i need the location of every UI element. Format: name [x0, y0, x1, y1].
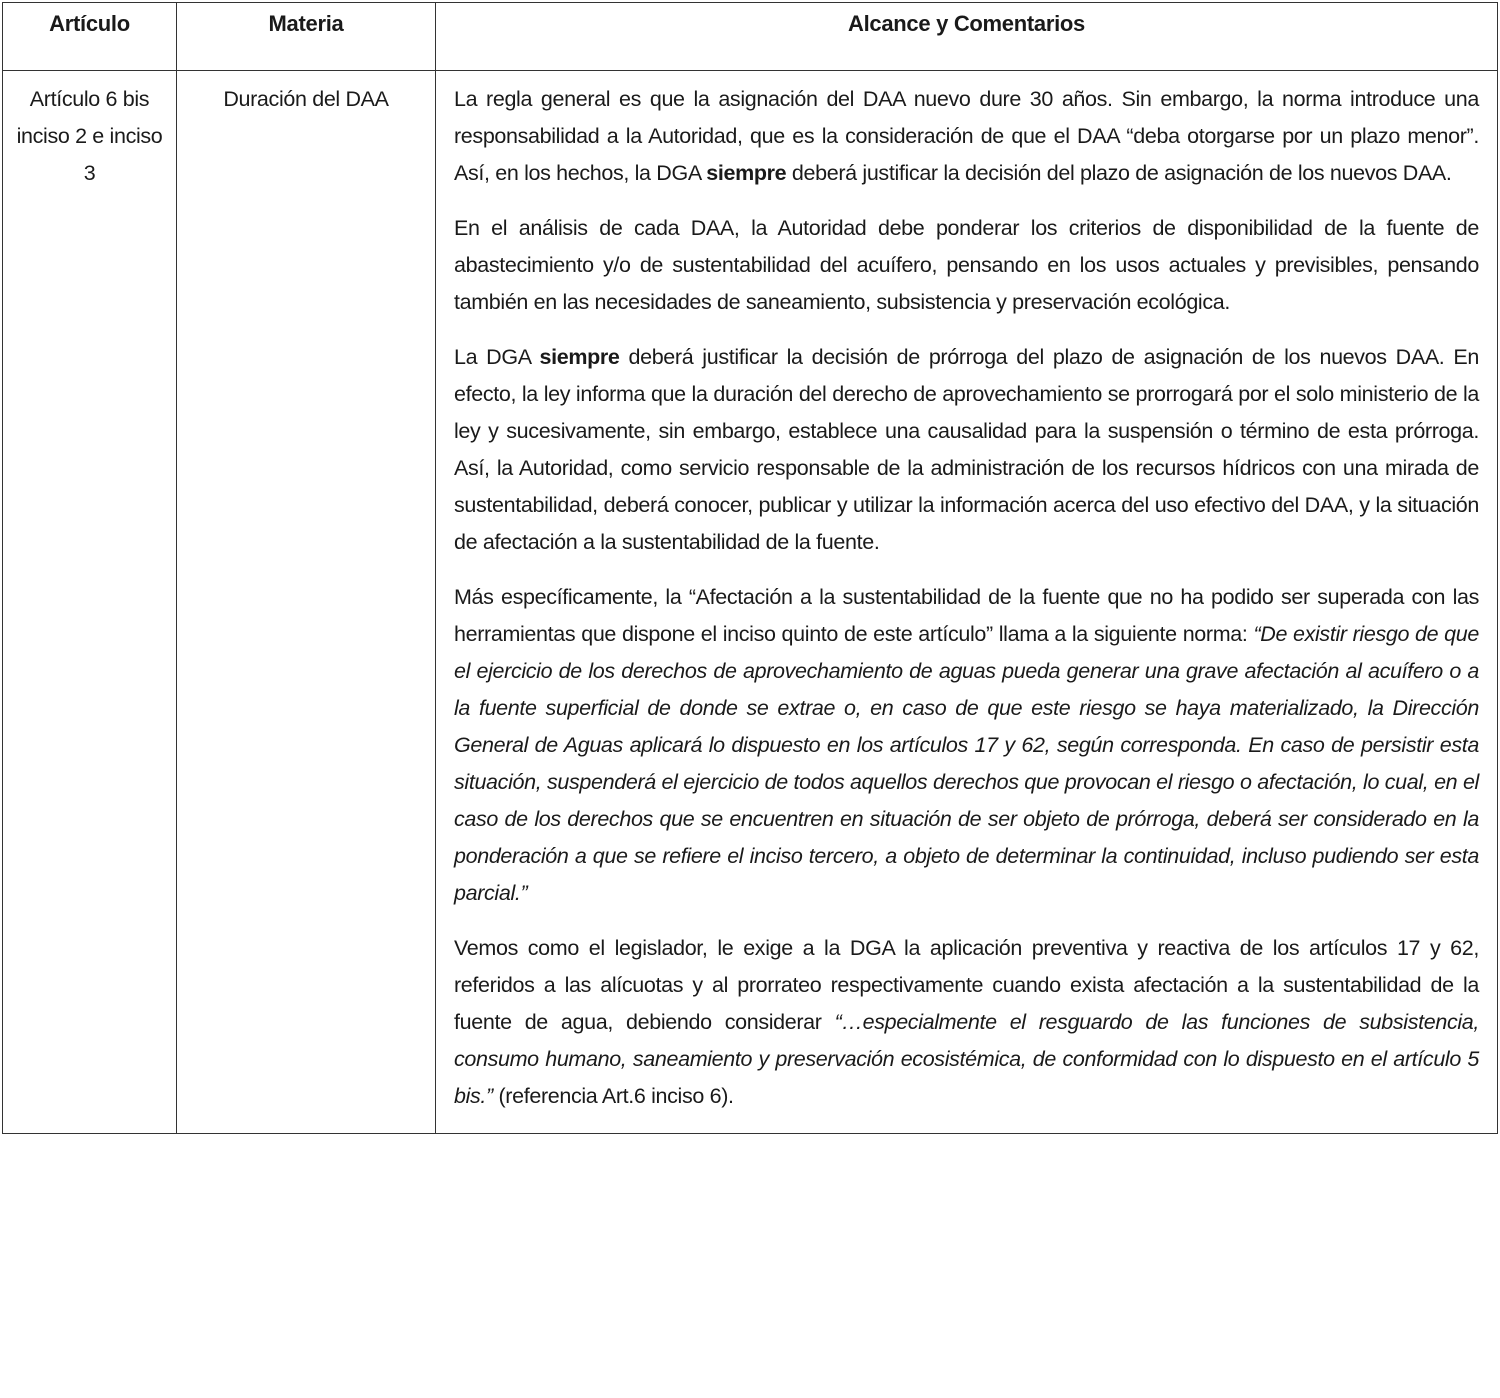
comment-paragraph: [454, 930, 1479, 1115]
bold-text: siempre: [706, 161, 787, 185]
text-segment: (referencia Art.6 inciso 6).: [492, 1084, 734, 1108]
italic-quote: “De existir riesgo de que el ejercicio de los derechos de aprovechamiento de aguas pueda generar una grave afectación al acuífero o a la fuente superficial de donde se extrae o, en caso de que este riesgo se haya materializado, la Dirección General de Aguas aplicará lo dispuesto en los artículos 17 y 62, según corresponda. En caso de persistir esta situación, suspenderá el ejercicio de todos aquellos derechos que provocan el riesgo o afectación, lo cual, en el caso de los derechos que se encuentren en situación de ser objeto de prórroga, deberá ser considerado en la ponderación a que se refiere el inciso tercero, a objeto de determinar la continuidad, incluso pudiendo ser esta parcial.”: [454, 622, 1479, 905]
header-row: [3, 3, 1498, 71]
cell-alcance: [436, 71, 1498, 1134]
text-segment: Vemos como el legislador, le exige a la DGA la aplicación preventiva y reactiva de los artículos 17 y 62, referidos a las alícuotas y al prorrateo respectivamente cuando exista afectación a la sustentabilidad de la fuente de agua, debiendo considerar: [454, 936, 1479, 1034]
text-segment: Más específicamente, la “Afectación a la sustentabilidad de la fuente que no ha podido ser superada con las herramientas que dispone el inciso quinto de este artículo” llama a la siguiente norma:: [454, 585, 1479, 646]
text-segment: deberá justificar la decisión de prórroga del plazo de asignación de los nuevos DAA. En efecto, la ley informa que la duración del derecho de aprovechamiento se prorrogará por el solo ministerio de la ley y sucesivamente, sin embargo, establece una causalidad para la suspensión o término de esta prórroga. Así, la Autoridad, como servicio responsable de la administración de los recursos hídricos con una mirada de sustentabilidad, deberá conocer, publicar y utilizar la información acerca del uso efectivo del DAA, y la situación de afectación a la sustentabilidad de la fuente.: [454, 345, 1479, 554]
text-segment: La DGA: [454, 345, 540, 369]
cell-materia: Duración del DAA: [177, 71, 436, 1134]
header-alcance: Alcance y Comentarios: [436, 3, 1498, 71]
comment-paragraph: [454, 81, 1479, 192]
comment-paragraph: [454, 210, 1479, 321]
table-row: [3, 71, 1498, 1134]
text-segment: La regla general es que la asignación del DAA nuevo dure 30 años. Sin embargo, la norma introduce una responsabilidad a la Autoridad, que es la consideración de que el DAA “deba otorgarse por un plazo menor”. Así, en los hechos, la DGA: [454, 87, 1479, 185]
comment-paragraph: [454, 339, 1479, 561]
text-segment: En el análisis de cada DAA, la Autoridad debe ponderar los criterios de disponibilidad de la fuente de abastecimiento y/o de sustentabilidad del acuífero, pensando en los usos actuales y previsibles, pensando también en las necesidades de saneamiento, subsistencia y preservación ecológica.: [454, 216, 1479, 314]
article-table: [2, 2, 1498, 1134]
italic-quote: “…especialmente el resguardo de las funciones de subsistencia, consumo humano, saneamiento y preservación ecosistémica, de conformidad con lo dispuesto en el artículo 5 bis.”: [454, 1010, 1480, 1108]
bold-text: siempre: [539, 345, 620, 369]
header-articulo: Artículo: [3, 3, 177, 71]
cell-articulo: Artículo 6 bis inciso 2 e inciso 3: [3, 71, 177, 1134]
comment-paragraph: [454, 579, 1479, 912]
header-materia: Materia: [177, 3, 436, 71]
text-segment: deberá justificar la decisión del plazo de asignación de los nuevos DAA.: [786, 161, 1452, 185]
